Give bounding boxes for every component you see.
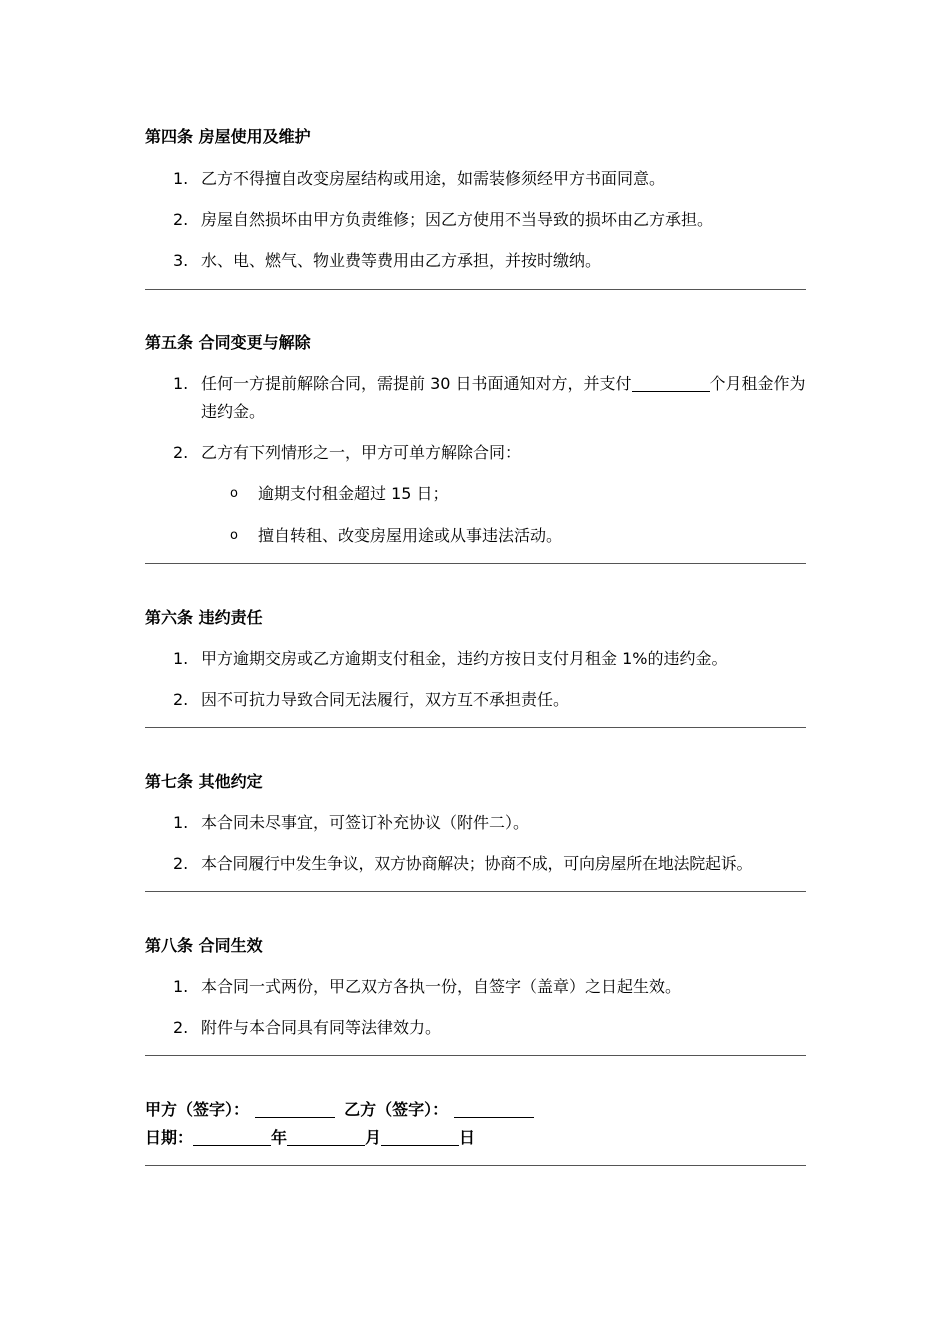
item-number: 1.	[173, 169, 189, 188]
bullet-icon: o	[230, 486, 238, 501]
date-label: 日期：	[145, 1128, 194, 1147]
item-text: 本合同履行中发生争议，双方协商解决；协商不成，可向房屋所在地法院起诉。	[201, 854, 753, 873]
day-blank	[381, 1129, 459, 1146]
article-5-title: 第五条 合同变更与解除	[145, 333, 311, 352]
divider	[145, 1055, 806, 1056]
month-label: 月	[365, 1128, 382, 1147]
divider	[145, 563, 806, 564]
item-number: 1.	[173, 374, 189, 393]
item-number: 2.	[173, 690, 189, 709]
item-text: 本合同未尽事宜，可签订补充协议（附件二）。	[201, 813, 530, 832]
item-text: 本合同一式两份，甲乙双方各执一份，自签字（盖章）之日起生效。	[201, 977, 682, 996]
party-a-label: 甲方（签字）：	[145, 1100, 250, 1119]
item-text: 附件与本合同具有同等法律效力。	[201, 1018, 442, 1037]
item-text: 乙方不得擅自改变房屋结构或用途，如需装修须经甲方书面同意。	[201, 169, 666, 188]
item-text: 房屋自然损坏由甲方负责维修；因乙方使用不当导致的损坏由乙方承担。	[201, 210, 714, 229]
divider	[145, 1165, 806, 1166]
item-text: 任何一方提前解除合同，需提前 30 日书面通知对方，并支付 个月租金作为违约金。	[201, 374, 806, 421]
item-number: 1.	[173, 813, 189, 832]
month-blank	[287, 1129, 365, 1146]
item-text: 甲方逾期交房或乙方逾期支付租金，违约方按日支付月租金 1%的违约金。	[201, 649, 728, 668]
article-8-title: 第八条 合同生效	[145, 936, 263, 955]
article-6-title: 第六条 违约责任	[145, 608, 263, 627]
year-blank	[193, 1129, 271, 1146]
divider	[145, 727, 806, 728]
item-number: 2.	[173, 443, 189, 462]
item-text: 因不可抗力导致合同无法履行，双方互不承担责任。	[201, 690, 570, 709]
sub-item-text: 擅自转租、改变房屋用途或从事违法活动。	[258, 526, 563, 545]
party-b-signature-blank	[454, 1101, 534, 1118]
sub-item-text: 逾期支付租金超过 15 日；	[258, 484, 449, 503]
divider	[145, 289, 806, 290]
item-number: 2.	[173, 854, 189, 873]
signature-line	[145, 1099, 534, 1121]
months-blank	[632, 375, 710, 392]
bullet-icon: o	[230, 528, 238, 543]
party-b-label: 乙方（签字）：	[344, 1100, 449, 1119]
divider	[145, 891, 806, 892]
day-label: 日	[459, 1128, 476, 1147]
article-7-title: 第七条 其他约定	[145, 772, 263, 791]
item-number: 2.	[173, 210, 189, 229]
item-text: 乙方有下列情形之一，甲方可单方解除合同：	[201, 443, 522, 462]
party-a-signature-blank	[255, 1101, 335, 1118]
item-number: 1.	[173, 649, 189, 668]
item-number: 3.	[173, 251, 189, 270]
article-4-title: 第四条 房屋使用及维护	[145, 127, 311, 146]
item-number: 2.	[173, 1018, 189, 1037]
date-line	[145, 1127, 475, 1149]
year-label: 年	[271, 1128, 288, 1147]
item-number: 1.	[173, 977, 189, 996]
item-text: 水、电、燃气、物业费等费用由乙方承担，并按时缴纳。	[201, 251, 602, 270]
